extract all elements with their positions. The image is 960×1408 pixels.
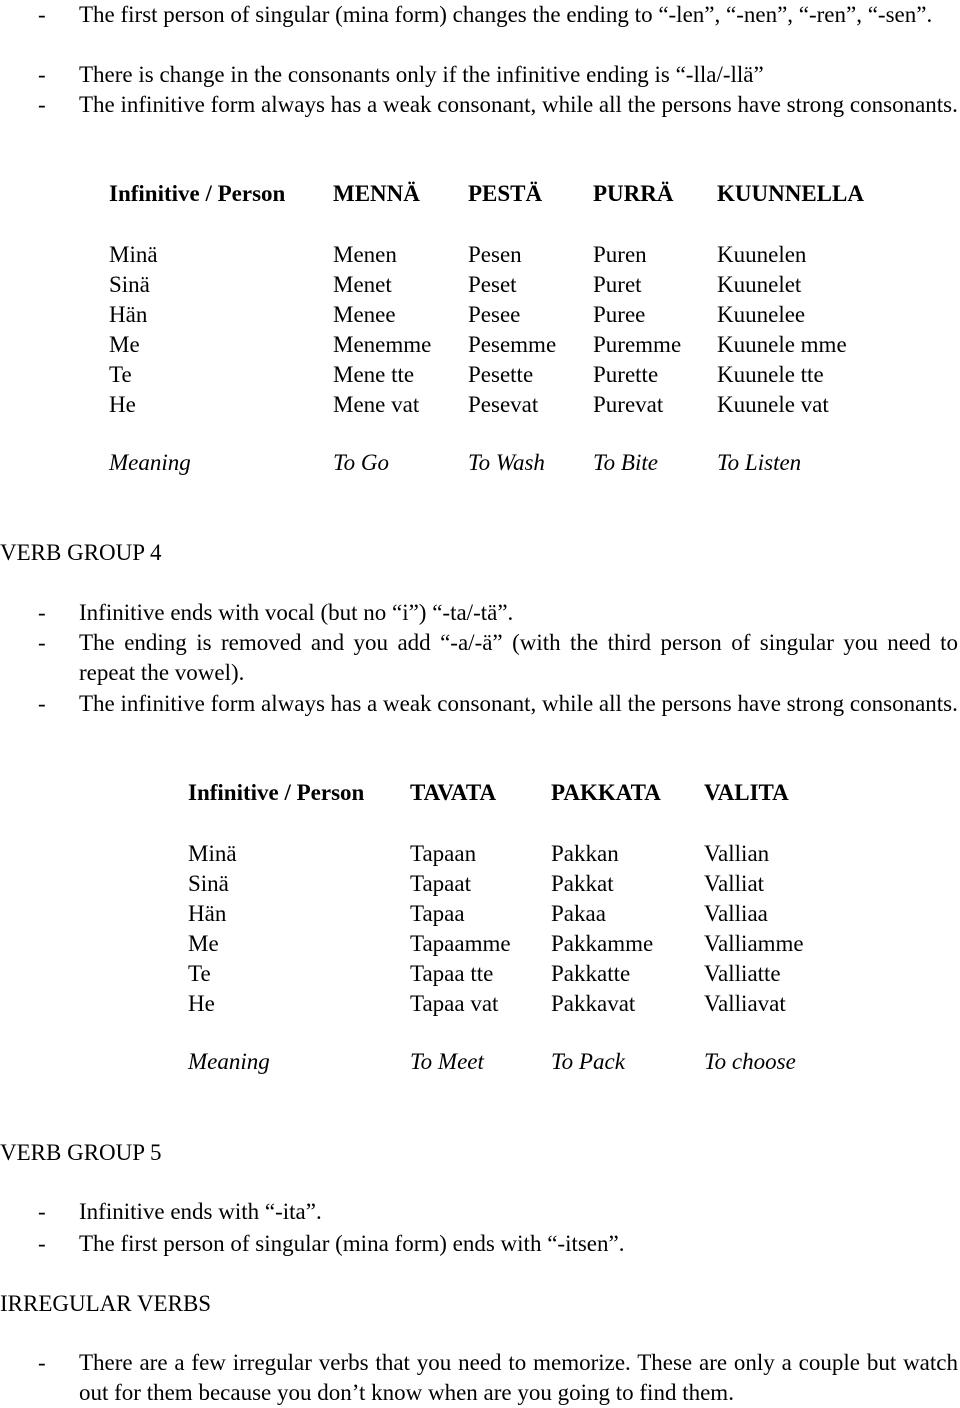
table-cell: Menet: [333, 272, 392, 297]
table-row: [109, 390, 897, 420]
table-cell: Tapaat: [410, 871, 471, 896]
table-cell: Tapaa tte: [410, 961, 494, 986]
meaning-cell: To Meet: [410, 1049, 484, 1074]
section-heading-irregular: IRREGULAR VERBS: [0, 1291, 212, 1316]
conjugation-table-2: [188, 778, 844, 1077]
table-row: [188, 929, 844, 959]
table-cell: Puree: [593, 302, 646, 327]
table-header-row: [188, 778, 844, 808]
table-cell: Me: [188, 931, 219, 956]
header-cell: KUUNNELLA: [717, 181, 864, 206]
meaning-cell: To Go: [333, 450, 390, 475]
table-cell: Peset: [468, 272, 517, 297]
table-cell: Puremme: [593, 332, 682, 357]
table-row: [188, 989, 844, 1019]
table-cell: Kuunelee: [717, 302, 806, 327]
meaning-row: [188, 1047, 844, 1077]
header-cell: Infinitive / Person: [109, 181, 286, 206]
table-row: [109, 300, 897, 330]
table-cell: Mene vat: [333, 392, 420, 417]
table-cell: Kuunelet: [717, 272, 802, 297]
table-cell: Menemme: [333, 332, 432, 357]
section-heading-group-5: VERB GROUP 5: [0, 1140, 162, 1165]
header-cell: VALITA: [704, 780, 789, 805]
bullet-dash: -: [38, 1231, 46, 1256]
bullet-dash: -: [38, 2, 46, 27]
bullet-dash: -: [38, 62, 46, 87]
group5-bullet-1: [0, 1197, 960, 1227]
table-cell: Menen: [333, 242, 397, 267]
table-cell: Valliaa: [704, 901, 768, 926]
table-cell: Pakaa: [551, 901, 606, 926]
meaning-cell: To choose: [704, 1049, 796, 1074]
table-cell: Valliamme: [704, 931, 804, 956]
group5-bullet-2: [0, 1229, 960, 1259]
table-cell: Valliavat: [704, 991, 786, 1016]
table-row: [188, 869, 844, 899]
table-cell: Pakkat: [551, 871, 614, 896]
header-cell: PESTÄ: [468, 181, 543, 206]
bullet-text: The first person of singular (mina form) ends with “-itsen”.: [79, 1231, 625, 1256]
table-cell: Pakkatte: [551, 961, 631, 986]
table-cell: Pakkan: [551, 841, 619, 866]
table-cell: Menee: [333, 302, 396, 327]
table-cell: Puren: [593, 242, 647, 267]
table-cell: Tapaan: [410, 841, 477, 866]
table-cell: Sinä: [188, 871, 229, 896]
intro-bullet-3: [0, 90, 960, 120]
table-row: [109, 240, 897, 270]
bullet-text: Infinitive ends with “-ita”.: [79, 1199, 322, 1224]
table-cell: Pakkavat: [551, 991, 636, 1016]
table-cell: He: [188, 991, 215, 1016]
group4-bullet-2: [0, 628, 960, 688]
bullet-text: There are a few irregular verbs that you need to memorize. These are only a couple but watch out for them because you don’t know when are you going to find them.: [79, 1350, 958, 1405]
irregular-bullet-1: [0, 1348, 960, 1408]
table-cell: Tapaa vat: [410, 991, 499, 1016]
table-cell: Tapaa: [410, 901, 465, 926]
table-cell: Tapaamme: [410, 931, 511, 956]
header-cell: PURRÄ: [593, 181, 674, 206]
bullet-dash: -: [38, 92, 46, 117]
table-cell: Pesemme: [468, 332, 557, 357]
table-cell: He: [109, 392, 136, 417]
meaning-row: [109, 448, 897, 478]
bullet-text: The first person of singular (mina form) changes the ending to “-len”, “-nen”, “-ren”, “-sen”.: [79, 2, 933, 27]
section-heading-group-4: VERB GROUP 4: [0, 540, 162, 565]
meaning-cell: Meaning: [188, 1049, 270, 1074]
intro-bullet-1: [0, 0, 960, 30]
header-cell: TAVATA: [410, 780, 497, 805]
table-cell: Valliatte: [704, 961, 781, 986]
header-cell: PAKKATA: [551, 780, 661, 805]
table-cell: Pesee: [468, 302, 521, 327]
bullet-text: There is change in the consonants only if the infinitive ending is “-lla/-llä”: [79, 62, 764, 87]
table-row: [109, 330, 897, 360]
table-row: [188, 899, 844, 929]
table-header-row: [109, 179, 897, 209]
conjugation-table-1: [109, 179, 897, 478]
table-cell: Valliat: [704, 871, 765, 896]
table-cell: Te: [109, 362, 132, 387]
table-cell: Sinä: [109, 272, 150, 297]
table-cell: Te: [188, 961, 211, 986]
table-cell: Purette: [593, 362, 659, 387]
meaning-cell: To Wash: [468, 450, 545, 475]
table-cell: Pesevat: [468, 392, 539, 417]
meaning-cell: Meaning: [109, 450, 191, 475]
bullet-text: The infinitive form always has a weak consonant, while all the persons have strong consonants.: [79, 92, 958, 117]
table-cell: Hän: [188, 901, 227, 926]
table-cell: Hän: [109, 302, 148, 327]
meaning-cell: To Pack: [551, 1049, 625, 1074]
bullet-text: Infinitive ends with vocal (but no “i”) “-ta/-tä”.: [79, 600, 514, 625]
table-cell: Puret: [593, 272, 642, 297]
meaning-cell: To Listen: [717, 450, 802, 475]
table-cell: Pakkamme: [551, 931, 654, 956]
table-row: [188, 839, 844, 869]
table-cell: Kuunelen: [717, 242, 807, 267]
table-cell: Kuunele vat: [717, 392, 829, 417]
table-row: [109, 360, 897, 390]
bullet-text: The ending is removed and you add “-a/-ä” (with the third person of singular you need to repeat the vowel).: [79, 630, 958, 685]
meaning-cell: To Bite: [593, 450, 658, 475]
group4-bullet-3: [0, 689, 960, 719]
bullet-text: The infinitive form always has a weak consonant, while all the persons have strong consonants.: [79, 691, 958, 716]
bullet-dash: -: [38, 1350, 46, 1375]
table-cell: Kuunele mme: [717, 332, 847, 357]
table-cell: Me: [109, 332, 140, 357]
bullet-dash: -: [38, 630, 46, 655]
table-cell: Vallian: [704, 841, 770, 866]
header-cell: Infinitive / Person: [188, 780, 365, 805]
bullet-dash: -: [38, 691, 46, 716]
table-cell: Purevat: [593, 392, 664, 417]
group4-bullet-1: [0, 598, 960, 628]
bullet-dash: -: [38, 1199, 46, 1224]
table-cell: Pesette: [468, 362, 534, 387]
table-row: [109, 270, 897, 300]
table-cell: Kuunele tte: [717, 362, 824, 387]
table-cell: Mene tte: [333, 362, 415, 387]
table-cell: Minä: [109, 242, 158, 267]
table-cell: Minä: [188, 841, 237, 866]
header-cell: MENNÄ: [333, 181, 420, 206]
table-row: [188, 959, 844, 989]
bullet-dash: -: [38, 600, 46, 625]
intro-bullet-2: [0, 60, 960, 90]
table-cell: Pesen: [468, 242, 522, 267]
